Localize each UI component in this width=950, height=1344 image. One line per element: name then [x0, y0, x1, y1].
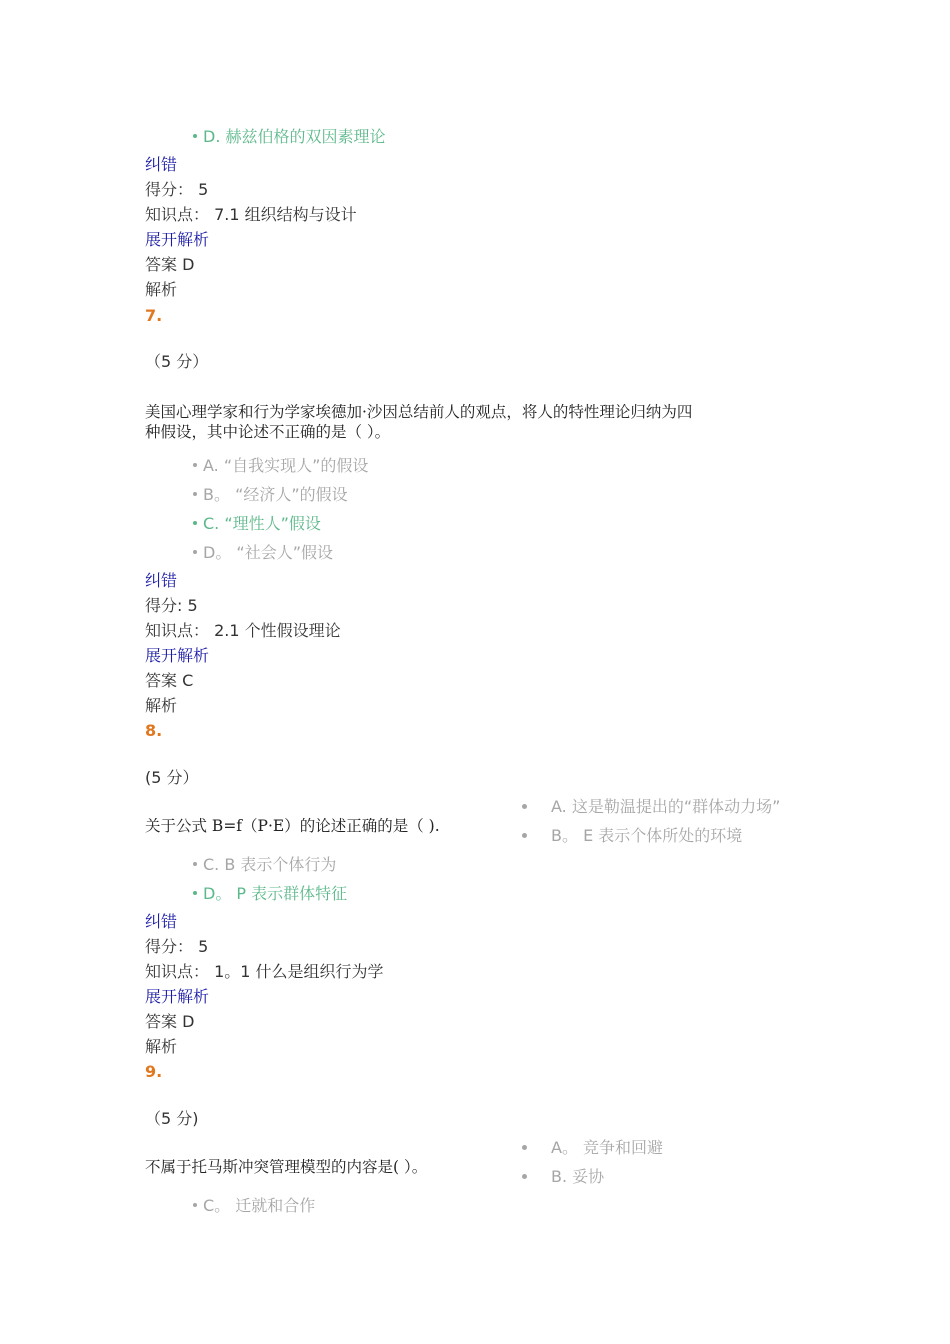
q7-option-b[interactable]: B。 “经济人”的假设: [193, 485, 348, 505]
bullet-icon: [193, 862, 197, 866]
q6-answer: 答案 D: [145, 255, 195, 274]
bullet-icon: [522, 1145, 527, 1150]
q7-points: （5 分）: [145, 352, 209, 371]
q8-stem: 关于公式 B=f（P·E）的论述正确的是（ ).: [145, 817, 440, 835]
bullet-icon: [193, 521, 197, 525]
q6-analysis: 解析: [145, 280, 178, 299]
q6-expand-link[interactable]: 展开解析: [145, 230, 210, 249]
q7-number: 7.: [145, 306, 163, 325]
q7-option-d[interactable]: D。 “社会人”假设: [193, 543, 333, 563]
q6-correct-link[interactable]: 纠错: [145, 155, 178, 174]
q9-option-a[interactable]: A。 竞争和回避: [551, 1138, 664, 1157]
q8-option-b[interactable]: B。 E 表示个体所处的环境: [551, 826, 743, 845]
bullet-icon: [193, 891, 197, 895]
q7-option-a[interactable]: A. “自我实现人”的假设: [193, 456, 368, 476]
bullet-icon: [193, 1203, 197, 1207]
q7-option-c[interactable]: C. “理性人”假设: [193, 514, 321, 534]
bullet-icon: [522, 804, 527, 809]
q7-score: 得分: 5: [145, 596, 198, 615]
bullet-icon: [193, 134, 197, 138]
q8-points: (5 分）: [145, 768, 199, 787]
q7-correct-link[interactable]: 纠错: [145, 571, 178, 590]
q9-stem: 不属于托马斯冲突管理模型的内容是( ）。: [145, 1158, 428, 1176]
q7-stem-line2: 种假设，其中论述不正确的是（ ）。: [145, 423, 391, 441]
q6-knowledge: 知识点： 7.1 组织结构与设计: [145, 205, 357, 224]
q6-option-d[interactable]: D. 赫兹伯格的双因素理论: [193, 127, 386, 147]
q7-analysis: 解析: [145, 696, 178, 715]
q8-option-d[interactable]: D。 P 表示群体特征: [193, 884, 347, 904]
q8-option-c[interactable]: C. B 表示个体行为: [193, 855, 336, 875]
q9-points: （5 分): [145, 1109, 199, 1128]
q9-number: 9.: [145, 1062, 163, 1081]
bullet-icon: [522, 833, 527, 838]
q7-knowledge: 知识点： 2.1 个性假设理论: [145, 621, 341, 640]
q6-score: 得分： 5: [145, 180, 209, 199]
q8-knowledge: 知识点： 1。1 什么是组织行为学: [145, 962, 384, 981]
q7-answer: 答案 C: [145, 671, 194, 690]
q8-number: 8.: [145, 721, 163, 740]
bullet-icon: [193, 463, 197, 467]
q9-option-b[interactable]: B. 妥协: [551, 1167, 605, 1186]
bullet-icon: [193, 550, 197, 554]
q9-option-c[interactable]: C。 迁就和合作: [193, 1196, 315, 1216]
q8-answer: 答案 D: [145, 1012, 195, 1031]
bullet-icon: [193, 492, 197, 496]
q7-stem-line1: 美国心理学家和行为学家埃德加·沙因总结前人的观点，将人的特性理论归纳为四: [145, 403, 693, 421]
q8-score: 得分： 5: [145, 937, 209, 956]
q7-expand-link[interactable]: 展开解析: [145, 646, 210, 665]
q8-analysis: 解析: [145, 1037, 178, 1056]
bullet-icon: [522, 1174, 527, 1179]
q8-option-a[interactable]: A. 这是勒温提出的“群体动力场”: [551, 797, 781, 816]
q8-expand-link[interactable]: 展开解析: [145, 987, 210, 1006]
q8-correct-link[interactable]: 纠错: [145, 912, 178, 931]
